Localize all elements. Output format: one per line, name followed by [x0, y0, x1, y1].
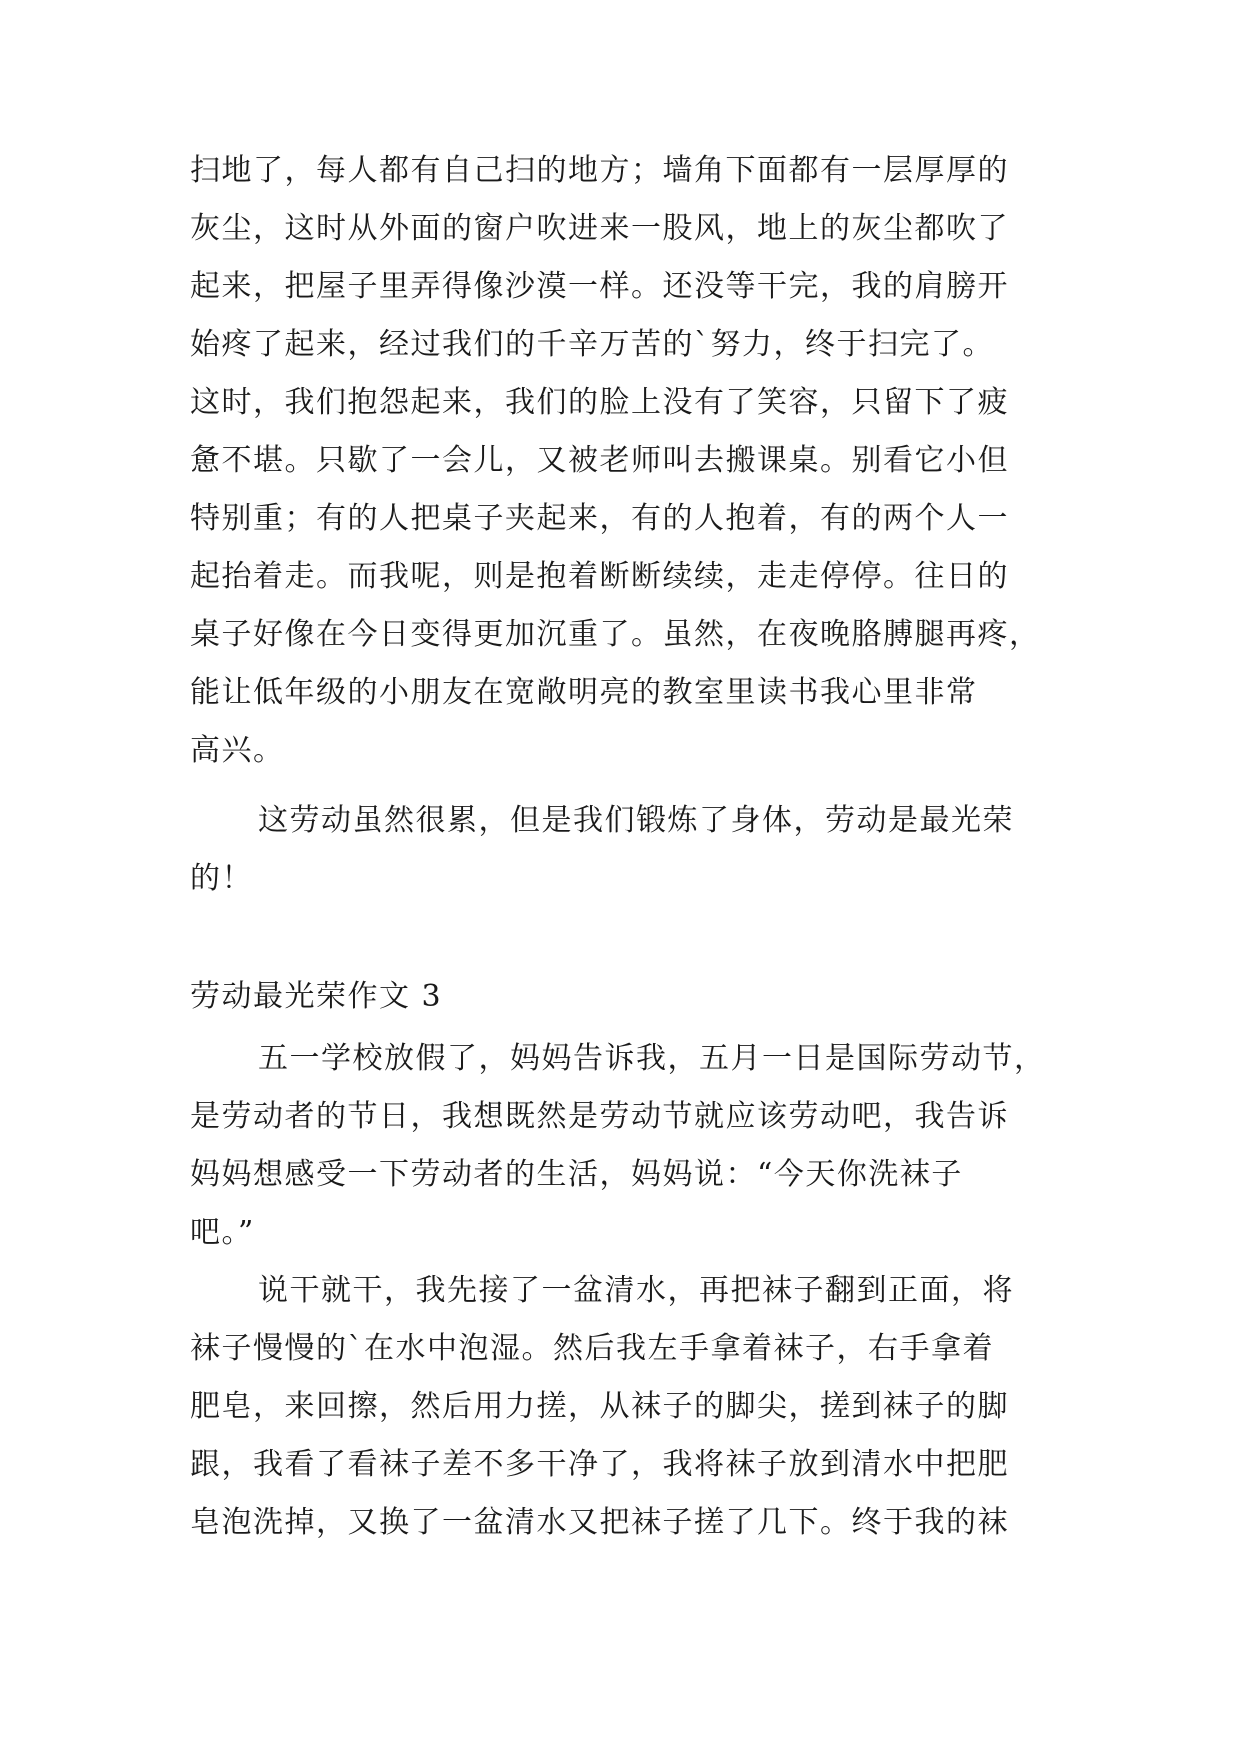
paragraph-line: 五一学校放假了，妈妈告诉我，五月一日是国际劳动节，	[258, 1041, 1046, 1076]
paragraph-line: 皂泡洗掉，又换了一盆清水又把袜子搓了几下。终于我的袜	[190, 1505, 1009, 1540]
paragraph-line: 能让低年级的小朋友在宽敞明亮的教室里读书我心里非常	[190, 675, 978, 710]
paragraph-line: 跟，我看了看袜子差不多干净了，我将袜子放到清水中把肥	[190, 1447, 1009, 1482]
paragraph-line: 惫不堪。只歇了一会儿，又被老师叫去搬课桌。别看它小但	[190, 443, 1009, 478]
paragraph-line: 妈妈想感受一下劳动者的生活，妈妈说：“今天你洗袜子	[190, 1157, 963, 1192]
section-heading: 劳动最光荣作文 3	[190, 979, 443, 1014]
paragraph-line: 这劳动虽然很累，但是我们锻炼了身体，劳动是最光荣	[258, 803, 1014, 838]
paragraph-line: 说干就干，我先接了一盆清水，再把袜子翻到正面，将	[258, 1273, 1014, 1308]
paragraph-line: 的！	[190, 861, 253, 896]
paragraph-line: 是劳动者的节日，我想既然是劳动节就应该劳动吧，我告诉	[190, 1099, 1009, 1134]
paragraph-line: 起来，把屋子里弄得像沙漠一样。还没等干完，我的肩膀开	[190, 269, 1009, 304]
paragraph-line: 肥皂，来回擦，然后用力搓，从袜子的脚尖，搓到袜子的脚	[190, 1389, 1009, 1424]
paragraph-line: 高兴。	[190, 733, 285, 768]
paragraph-line: 这时，我们抱怨起来，我们的脸上没有了笑容，只留下了疲	[190, 385, 1009, 420]
paragraph-line: 特别重；有的人把桌子夹起来，有的人抱着，有的两个人一	[190, 501, 1009, 536]
paragraph-line: 起抬着走。而我呢，则是抱着断断续续，走走停停。往日的	[190, 559, 1009, 594]
paragraph-line: 始疼了起来，经过我们的千辛万苦的`努力，终于扫完了。	[190, 327, 994, 362]
paragraph-line: 灰尘，这时从外面的窗户吹进来一股风，地上的灰尘都吹了	[190, 211, 1009, 246]
paragraph-line: 桌子好像在今日变得更加沉重了。虽然，在夜晚胳膊腿再疼，	[190, 617, 1041, 652]
paragraph-line: 袜子慢慢的`在水中泡湿。然后我左手拿着袜子，右手拿着	[190, 1331, 994, 1366]
paragraph-line: 吧。”	[190, 1215, 255, 1250]
paragraph-line: 扫地了，每人都有自己扫的地方；墙角下面都有一层厚厚的	[190, 153, 1009, 188]
